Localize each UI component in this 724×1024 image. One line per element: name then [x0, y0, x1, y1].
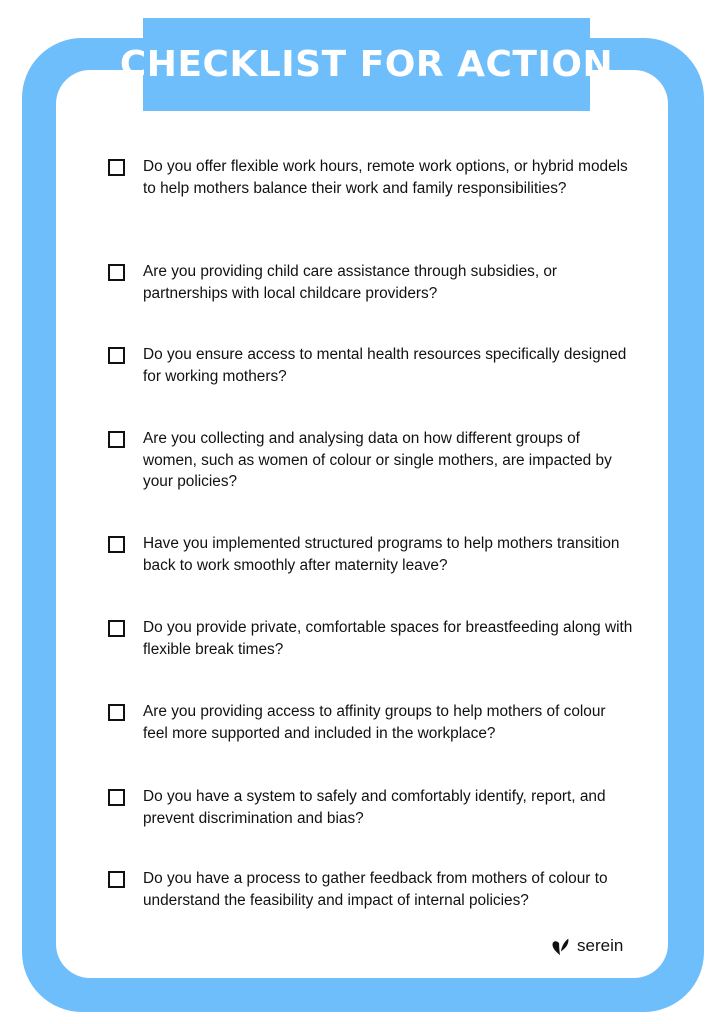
- checklist-item-text: Do you have a process to gather feedback from mothers of colour to understand the feasibility and impact of internal policies?: [143, 870, 608, 909]
- checkbox[interactable]: [108, 431, 125, 448]
- checkbox[interactable]: [108, 704, 125, 721]
- checklist-item-text: Are you providing access to affinity groups to help mothers of colour feel more supported and included in the workplace?: [143, 703, 606, 742]
- checkbox[interactable]: [108, 536, 125, 553]
- title-banner: [119, 18, 614, 111]
- checklist-item-text: Are you providing child care assistance through subsidies, or partnerships with local childcare providers?: [143, 263, 558, 302]
- page-title: CHECKLIST FOR ACTION: [119, 44, 614, 85]
- checkbox[interactable]: [108, 264, 125, 281]
- checkbox[interactable]: [108, 347, 125, 364]
- checklist-item-text: Do you offer flexible work hours, remote work options, or hybrid models to help mothers balance their work and family responsibilities?: [143, 158, 628, 197]
- serein-logo-icon: [549, 935, 571, 957]
- brand-name: serein: [577, 936, 624, 955]
- checkbox[interactable]: [108, 159, 125, 176]
- brand-logo: [549, 933, 623, 959]
- checkbox[interactable]: [108, 620, 125, 637]
- checkbox[interactable]: [108, 871, 125, 888]
- checklist-item-text: Do you provide private, comfortable spaces for breastfeeding along with flexible break times?: [143, 619, 633, 658]
- checklist-item-text: Have you implemented structured programs to help mothers transition back to work smoothly after maternity leave?: [143, 535, 620, 574]
- checkbox[interactable]: [108, 789, 125, 806]
- checklist-item-text: Do you ensure access to mental health resources specifically designed for working mothers?: [143, 346, 627, 385]
- checklist-item-text: Do you have a system to safely and comfortably identify, report, and prevent discrimination and bias?: [143, 788, 606, 827]
- checklist-item-text: Are you collecting and analysing data on how different groups of women, such as women of colour or single mothers, are impacted by your policies?: [143, 430, 612, 490]
- checklist-panel: [56, 70, 668, 978]
